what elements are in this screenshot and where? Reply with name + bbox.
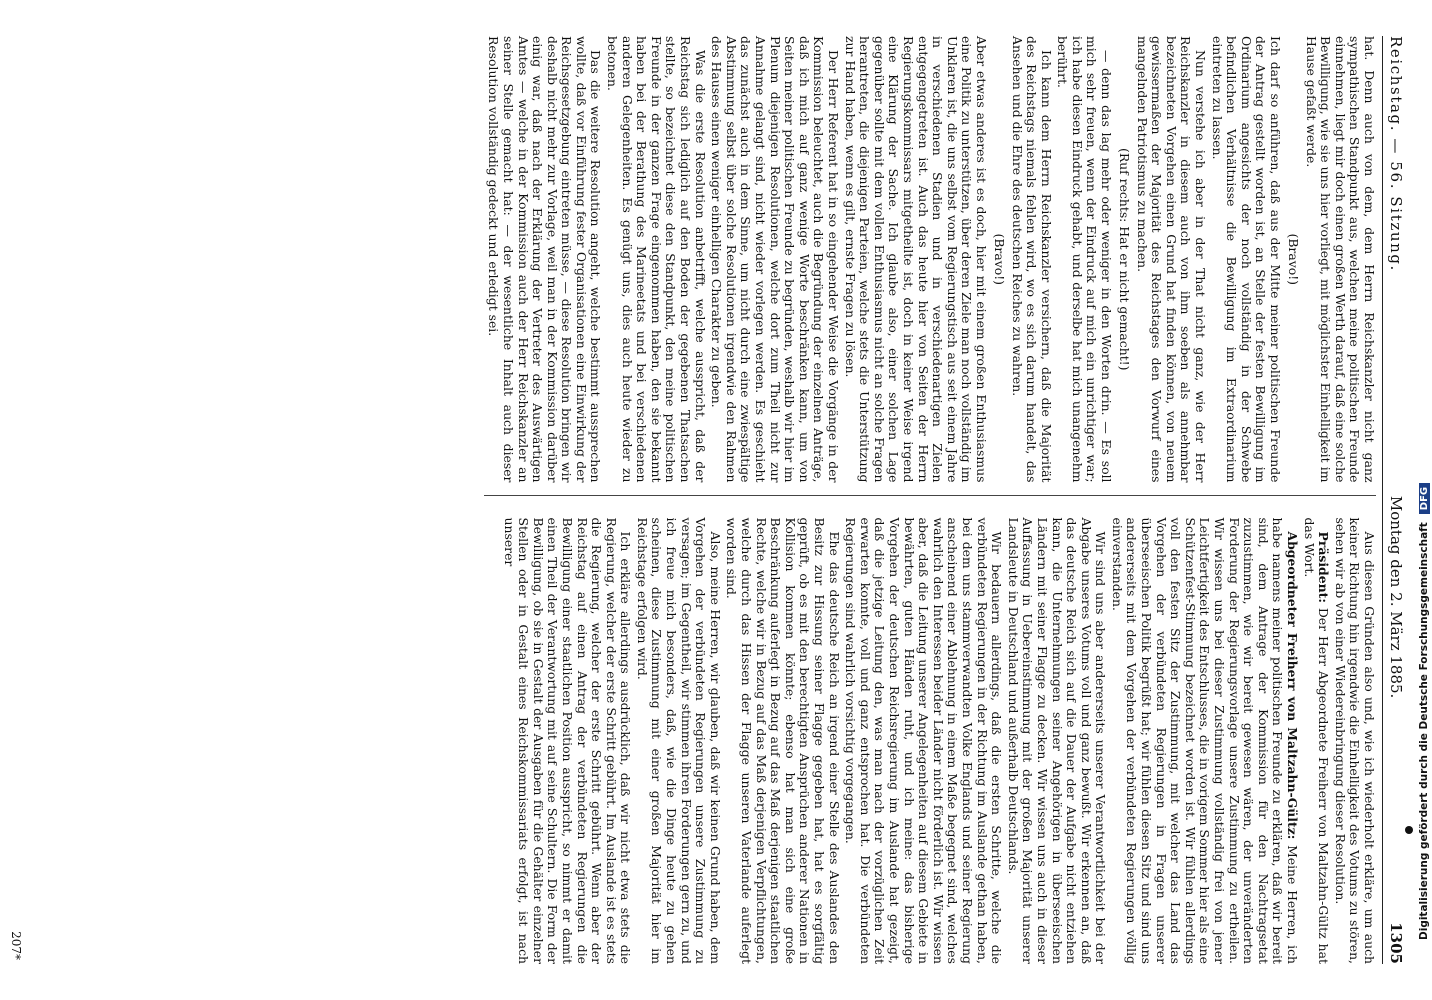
paragraph: Aus diesen Gründen also und, wie ich wiederholt erkläre, um auch keiner Richtung hin irgendwie die Einhelligkeit des Votums zu stören, sehen wir ab von einer Wiedereinbringung dieser Resolution. — [1332, 517, 1377, 964]
paragraph: Was die erste Resolution anbetrifft, welche ausspricht, daß der Reichstag sich lediglich auf den Boden der gegebenen Thatsachen stellte, so bezeichnet diese den Standpunkt, den meine politischen Freunde in der ganzen Frage eingenommen haben, den sie bekannt haben bei der Berathung des Marineetats und bei verschiedenen anderen Gelegenheiten. Es genügt uns, dies auch heute wieder zu betonen. — [605, 36, 708, 483]
speaker-name: Abgeordneter Freiherr von Maltzahn-Gültz: — [1285, 531, 1301, 840]
paragraph: Der Herr Referent hat in so eingehender Weise die Vorgänge in der Kommission beleuchtet, auch die Begründung der einzelnen Anträge, daß ich mich auf ganz wenige Worte beschränken kann, um von Seiten meiner politischen Freunde zu begründen, weshalb wir hier im Plenum diejenigen Resolutionen, welche dort zum Theil nicht zur Annahme gelangt sind, nicht wieder vorlegen werden. Es geschieht das zunächst auch in dem Sinne, um nicht durch eine zwiespältige Abstimmung selbst über solche Resolutionen irgendwie den Rahmen des Hauses einen weniger einhelligen Charakter zu geben. — [709, 36, 841, 483]
page-header — [1382, 36, 1405, 964]
signature-mark: 207* — [9, 931, 23, 960]
dfg-note-text: Digitalisierung gefördert durch die Deutsche Forschungsgemeinschaft — [1418, 522, 1430, 940]
right-column — [484, 518, 1376, 965]
paragraph: Ehe das deutsche Reich an irgend einer Stelle des Auslandes den Besitz zur Hissung seiner Flagge gegeben hat, hat es sorgfältig geprüft, ob es mit den berechtigten Ansprüchen anderer Nationen in Kollision kommen könnte; ebenso hat man sich eine große Beschränkung auferlegt in Bezug auf das Maß derjenigen staatlichen Rechte, welche wir in Bezug auf das Maß derjenigen Verpflichtungen, welche durch das Hissen der Flagge unseren Vaterlande auferlegt worden sind. — [724, 517, 842, 964]
speaker-name: Präsident: — [1316, 531, 1332, 603]
speech-text: Der Herr Abgeordnete Freiherr von Maltzahn-Gültz hat das Wort. — [1301, 517, 1332, 964]
paragraph: Ich darf so anführen, daß aus der Mitte meiner politischen Freunde der Antrag gestellt worden ist, an Stelle der festen Bewilligung im Ordinarium angesichts der noch vollständig in der Schwebe befindlichen Verhältnisse die Bewilligung im Extraordinarium eintreten zu lassen. — [1209, 36, 1284, 483]
paragraph: Also, meine Herren, wir glauben, daß wir keinen Grund haben, dem Vorgehen der verbündeten Regierungen unsere Zustimmung zu versagen; im Gegentheil, wir stimmen ihren Forderungen gern zu, und ich freue mich besonders, daß, wie die Dinge heute zu gehen scheinen, diese Zustimmung mit einer großen Majorität hier im Reichstage erfolgen wird. — [634, 517, 723, 964]
interjection: (Ruf rechts: Hat er nicht gemacht!) — [1117, 148, 1133, 371]
paragraph: Aber etwas anderes ist es doch, hier mit einem großen Enthusiasmus eine Politik zu unterstützen, über deren Ziele man noch vollständig im Unklaren ist, die uns selbst vom Regierungstisch aus seit einem Jahre in verschiedenen Stadien und in verschiedenartigen Zielen entgegengetreten ist. Auch das heute hier von Seiten der Herrn Regierungskommissars mitgetheilte ist, doch in keiner Weise irgend eine Klärung der Sache. Ich glaube also, einer solchen Lage gegenüber sollte mit dem vollen Enthusiasmus nicht an solche Fragen herantreten, die diejenigen Parteien, welche stets die Unterstützung zur Hand haben, wenn es gilt, ernste Fragen zu lösen. — [842, 36, 989, 483]
paragraph: Ich erkläre allerdings ausdrücklich, daß wir nicht etwa stets die Regierung, welcher der erste Schritt gebührt. Im Auslande ist es stets die Regierung, welcher der erste Schritt gebührt. Wenn aber der Reichstag auf einen Antrag der verbündeten Regierungen die Bewilligung einer staatlichen Position ausspricht, so nimmt er damit einen Theil der Verantwortung mit auf seine Schultern. Die Form der Bewilligung, ob sie in Gestalt der Ausgaben für die Gehälter einzelner Stellen oder in Gestalt eines Reichskommissariats erfolgt, ist nach unserer — [501, 517, 634, 964]
header-left: Reichstag. — 56. Sitzung. — [1387, 36, 1405, 272]
scan-dot — [1405, 826, 1413, 834]
paragraph: Wir bedauern allerdings, daß die ersten Schritte, welche die verbündeten Regierungen in der Richtung im Auslande gethan haben, bei dem uns stammverwandten Volke Englands und seiner Regierung anscheinend einer Ablehnung in einem Maße begegnet sind, welches wahrlich den Interessen beider Länder nicht förderlich ist. Wir wissen aber, daß die Leitung unserer Angelegenheiten auf diesem Gebiete in bewährten, guten Händen ruht, und ich meine: das bisherige Vorgehen der deutschen Reichsregierung im Auslande hat gezeigt, daß die jetzige Leitung den, was man nach der vorzüglichen Zeit erwarten konnte, voll und ganz entsprochen hat. Die verbündeten Regierungen sind wahrlich vorsichtig vorgegangen. — [843, 517, 1005, 964]
paragraph: Das die weitere Resolution angeht, welche bestimmt aussprechen wollte, daß vor Einführung fester Organisationen eine Einwirkung der Reichsgesetzgebung eintreten müsse, — diese Resolution bringen wir deshalb nicht mehr zur Vorlage, weil man in der Kommission darüber einig war, daß nach der Erklärung der Vertreter des Auswärtigen Amtes — welche in der Kommission auch der Herr Reichskanzler an seiner Stelle gemacht hat: — der wesentliche Inhalt auch dieser Resolution vollständig gedeckt und erledigt sei. — [486, 36, 604, 483]
paragraph: Ich kann dem Herrn Reichskanzler versichern, daß die Majorität des Reichstags niemals fehlen wird, wo es sich darum handelt, das Ansehen und die Ehre des deutschen Reiches zu wahren. — [1009, 36, 1054, 483]
paragraph — [1301, 518, 1330, 965]
text-columns — [484, 36, 1376, 964]
interjection: (Bravo!) — [991, 233, 1007, 286]
dfg-margin-note — [1416, 60, 1432, 940]
page-number: 1305 — [1387, 922, 1405, 964]
left-column — [484, 36, 1376, 496]
paragraph: Wir sind uns aber andererseits unserer Verantwortlichkeit bei der Abgabe unseres Votums voll und ganz bewußt. Wir erkennen an, daß das deutsche Reich sich auf die Dauer der Aufgabe nicht entziehen kann, die Unternehmungen seiner Angehörigen in überseeischen Ländern mit seiner Flagge zu decken. Wir wissen uns auch in dieser Auffassung in Uebereinstimmung mit der großen Majorität unserer Landsleute in Deutschland und außerhalb Deutschlands. — [1005, 517, 1109, 964]
paragraph — [1109, 518, 1299, 965]
interjection: (Bravo!) — [1286, 233, 1302, 286]
paragraph: hat. Denn auch von dem, dem Herrn Reichskanzler nicht ganz sympathischen Standpunkt aus, welchen meine politischen Freunde einnehmen, liegt mir doch einen großen Werth darauf, daß eine solche Bewilligung, wie sie uns hier vorliegt, mit möglichster Einhelligkeit im Hause gefaßt werde. — [1303, 36, 1377, 483]
paragraph: Nun verstehe ich aber in der That nicht ganz, wie der Herr Reichskanzler in diesem auch von ihm soeben als annehmbar bezeichneten Vorgehen einen Grund hat finden können, von neuem gewissermaßen der Majorität des Reichstages den Vorwurf eines mangelnden Patriotismus zu machen. — [1134, 36, 1209, 483]
speech-text: Meine Herren, ich habe namens meiner politischen Freunde zu erklären, daß wir bereit sind, dem Antrage der Kommission für den Nachtragsetat zuzustimmen, wie wir bereit gewesen wären, der unveränderten Forderung der Regierungsvorlage unsere Zustimmung zu ertheilen. Wir wissen uns bei dieser Zustimmung vollständig frei von jener Leichtfertigkeit des Entschlusses, die in vorigem Sommer hier als eine Schützenfest-Stimmung bezeichnet worden ist. Wir fühlen allerdings voll den festen Sitz der Zustimmung, mit welcher das Land das Vorgehen der verbündeten Regierungen in Fragen unserer überseeischen Politik begrüßt hat; wir fühlen diesen Sitz und sind uns andererseits mit dem Vorgehen der verbündeten Regierungen völlig einverstanden. — [1109, 517, 1301, 964]
header-date: Montag den 2. März 1885. — [1387, 495, 1405, 699]
dfg-logo: DFG — [1419, 483, 1430, 514]
paragraph: — denn das lag mehr oder weniger in den Worten drin. — Es soll mich sehr freuen, wenn der Eindruck auf mich ein unrichtiger war; ich habe diesen Eindruck gehabt, und derselbe hat mich unangenehm berührt. — [1055, 36, 1115, 483]
